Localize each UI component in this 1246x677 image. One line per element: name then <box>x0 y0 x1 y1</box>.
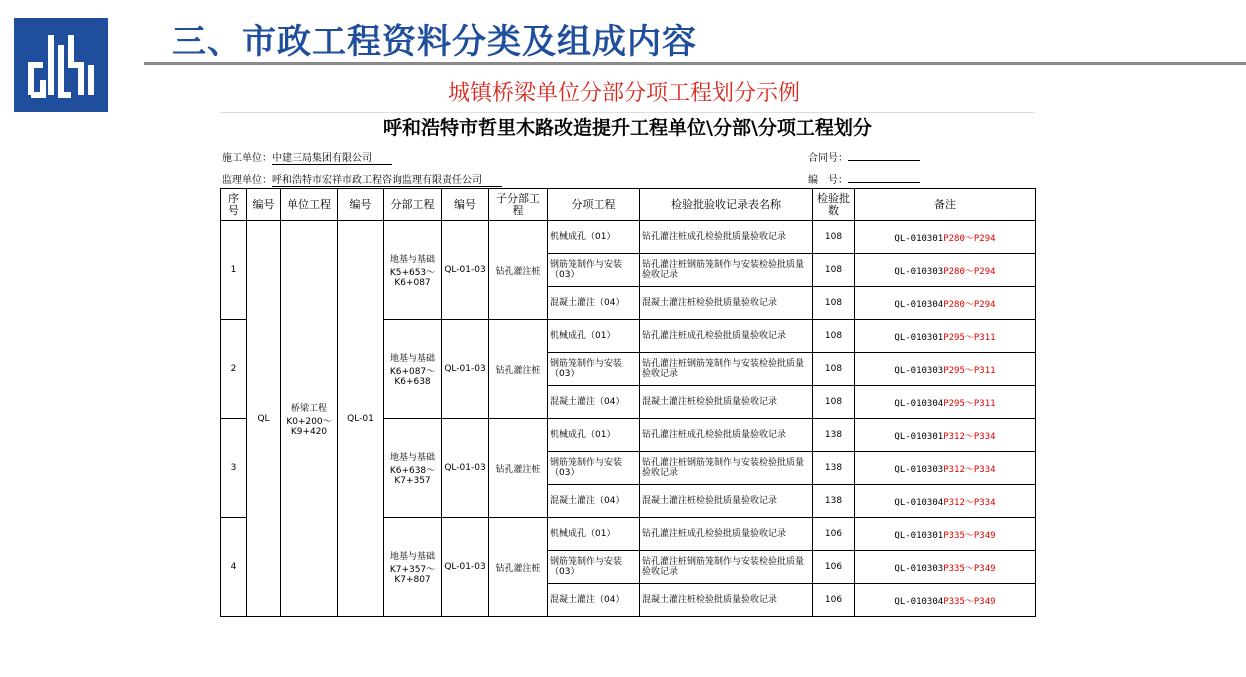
note-range: P312～P334 <box>943 431 996 442</box>
note-range: P295～P311 <box>943 365 996 376</box>
table-row <box>221 221 1036 254</box>
note-range: P280～P294 <box>943 266 996 277</box>
contract-blank <box>848 151 920 161</box>
record-cell: 钻孔灌注桩成孔检验批质量验收记录 <box>640 221 813 254</box>
col-record: 检验批验收记录表名称 <box>640 189 813 221</box>
item-cell: 钢筋笼制作与安装（03） <box>548 254 640 287</box>
note-prefix: QL-010301 <box>894 530 944 541</box>
note-prefix: QL-010303 <box>894 464 944 475</box>
title-divider <box>144 62 1246 65</box>
note-prefix: QL-010303 <box>894 563 944 574</box>
note-cell <box>855 584 1036 617</box>
unit-code-cell: QL <box>247 221 281 617</box>
note-cell <box>855 221 1036 254</box>
supervision-row <box>220 166 1035 188</box>
note-cell <box>855 551 1036 584</box>
note-prefix: QL-010303 <box>894 365 944 376</box>
count-cell: 106 <box>813 584 855 617</box>
count-cell: 108 <box>813 386 855 419</box>
record-cell: 混凝土灌注桩检验批质量验收记录 <box>640 386 813 419</box>
page-subtitle: 城镇桥梁单位分部分项工程划分示例 <box>448 81 801 106</box>
col-count: 检验批数 <box>813 189 855 221</box>
division-code-cell: QL-01-03 <box>442 518 489 617</box>
subdivision-cell: 钻孔灌注桩 <box>489 419 548 518</box>
division-table <box>220 188 1036 617</box>
col-unit-code: 编号 <box>338 189 384 221</box>
count-cell: 106 <box>813 551 855 584</box>
col-unit: 单位工程 <box>281 189 338 221</box>
note-cell <box>855 353 1036 386</box>
division-cell: 地基与基础 K7+357～K7+807 <box>384 518 442 617</box>
table-body <box>221 221 1036 617</box>
col-note: 备注 <box>855 189 1036 221</box>
record-cell: 钻孔灌注桩成孔检验批质量验收记录 <box>640 320 813 353</box>
division-cell: 地基与基础 K5+653～K6+087 <box>384 221 442 320</box>
subdivision-cell: 钻孔灌注桩 <box>489 518 548 617</box>
note-prefix: QL-010303 <box>894 266 944 277</box>
note-cell <box>855 386 1036 419</box>
note-range: P295～P311 <box>943 398 996 409</box>
subdivision-cell: 钻孔灌注桩 <box>489 221 548 320</box>
col-division-code: 编号 <box>442 189 489 221</box>
unit-number-cell: QL-01 <box>338 221 384 617</box>
note-cell <box>855 419 1036 452</box>
note-cell <box>855 518 1036 551</box>
note-prefix: QL-010304 <box>894 299 944 310</box>
contract-label: 合同号： <box>808 153 848 164</box>
count-cell: 138 <box>813 419 855 452</box>
note-range: P335～P349 <box>943 563 996 574</box>
item-cell: 钢筋笼制作与安装（03） <box>548 551 640 584</box>
note-prefix: QL-010304 <box>894 398 944 409</box>
count-cell: 138 <box>813 452 855 485</box>
note-prefix: QL-010301 <box>894 431 944 442</box>
division-sheet <box>220 112 1035 616</box>
record-cell: 钻孔灌注桩钢筋笼制作与安装检验批质量验收记录 <box>640 353 813 386</box>
item-cell: 混凝土灌注（04） <box>548 584 640 617</box>
item-cell: 机械成孔（01） <box>548 320 640 353</box>
count-cell: 108 <box>813 320 855 353</box>
item-cell: 机械成孔（01） <box>548 518 640 551</box>
record-cell: 钻孔灌注桩钢筋笼制作与安装检验批质量验收记录 <box>640 551 813 584</box>
subdivision-cell: 钻孔灌注桩 <box>489 320 548 419</box>
note-range: P312～P334 <box>943 464 996 475</box>
division-code-cell: QL-01-03 <box>442 320 489 419</box>
seq-cell: 3 <box>221 419 247 518</box>
note-prefix: QL-010304 <box>894 497 944 508</box>
division-cell: 地基与基础 K6+087～K6+638 <box>384 320 442 419</box>
col-code: 编号 <box>247 189 281 221</box>
note-range: P295～P311 <box>943 332 996 343</box>
seq-cell: 1 <box>221 221 247 320</box>
note-cell <box>855 452 1036 485</box>
item-cell: 混凝土灌注（04） <box>548 287 640 320</box>
construction-row <box>220 144 1035 166</box>
item-cell: 混凝土灌注（04） <box>548 485 640 518</box>
note-range: P335～P349 <box>943 530 996 541</box>
col-item: 分项工程 <box>548 189 640 221</box>
count-cell: 108 <box>813 254 855 287</box>
construction-label: 施工单位： <box>222 153 272 164</box>
count-cell: 108 <box>813 221 855 254</box>
item-cell: 钢筋笼制作与安装（03） <box>548 452 640 485</box>
supervision-value: 呼和浩特市宏祥市政工程咨询监理有限责任公司 <box>272 175 502 187</box>
seq-cell: 4 <box>221 518 247 617</box>
unit-name-cell: 桥梁工程 K0+200～K9+420 <box>281 221 338 617</box>
note-cell <box>855 287 1036 320</box>
record-cell: 钻孔灌注桩成孔检验批质量验收记录 <box>640 419 813 452</box>
note-range: P280～P294 <box>943 299 996 310</box>
item-cell: 机械成孔（01） <box>548 419 640 452</box>
item-cell: 钢筋笼制作与安装（03） <box>548 353 640 386</box>
record-cell: 钻孔灌注桩钢筋笼制作与安装检验批质量验收记录 <box>640 452 813 485</box>
note-range: P335～P349 <box>943 596 996 607</box>
supervision-label: 监理单位： <box>222 175 272 186</box>
col-seq: 序号 <box>221 189 247 221</box>
note-cell <box>855 320 1036 353</box>
seq-cell: 2 <box>221 320 247 419</box>
record-cell: 钻孔灌注桩成孔检验批质量验收记录 <box>640 518 813 551</box>
count-cell: 108 <box>813 353 855 386</box>
construction-value: 中建三局集团有限公司 <box>272 153 392 165</box>
division-code-cell: QL-01-03 <box>442 221 489 320</box>
division-cell: 地基与基础 K6+638～K7+357 <box>384 419 442 518</box>
note-range: P312～P334 <box>943 497 996 508</box>
col-subdivision: 子分部工程 <box>489 189 548 221</box>
table-header-row <box>221 189 1036 221</box>
note-prefix: QL-010304 <box>894 596 944 607</box>
page-title: 三、市政工程资料分类及组成内容 <box>172 22 697 62</box>
count-cell: 106 <box>813 518 855 551</box>
note-prefix: QL-010301 <box>894 233 944 244</box>
number-label: 编 号： <box>808 175 848 186</box>
sheet-title: 呼和浩特市哲里木路改造提升工程单位\分部\分项工程划分 <box>220 112 1035 144</box>
record-cell: 混凝土灌注桩检验批质量验收记录 <box>640 485 813 518</box>
record-cell: 混凝土灌注桩检验批质量验收记录 <box>640 287 813 320</box>
item-cell: 机械成孔（01） <box>548 221 640 254</box>
note-range: P280～P294 <box>943 233 996 244</box>
note-cell <box>855 254 1036 287</box>
count-cell: 108 <box>813 287 855 320</box>
note-cell <box>855 485 1036 518</box>
cscec-logo-icon <box>14 18 108 112</box>
number-blank <box>848 173 920 183</box>
note-prefix: QL-010301 <box>894 332 944 343</box>
cscec-logo-mark <box>21 25 101 105</box>
count-cell: 138 <box>813 485 855 518</box>
col-division: 分部工程 <box>384 189 442 221</box>
record-cell: 钻孔灌注桩钢筋笼制作与安装检验批质量验收记录 <box>640 254 813 287</box>
division-code-cell: QL-01-03 <box>442 419 489 518</box>
record-cell: 混凝土灌注桩检验批质量验收记录 <box>640 584 813 617</box>
item-cell: 混凝土灌注（04） <box>548 386 640 419</box>
